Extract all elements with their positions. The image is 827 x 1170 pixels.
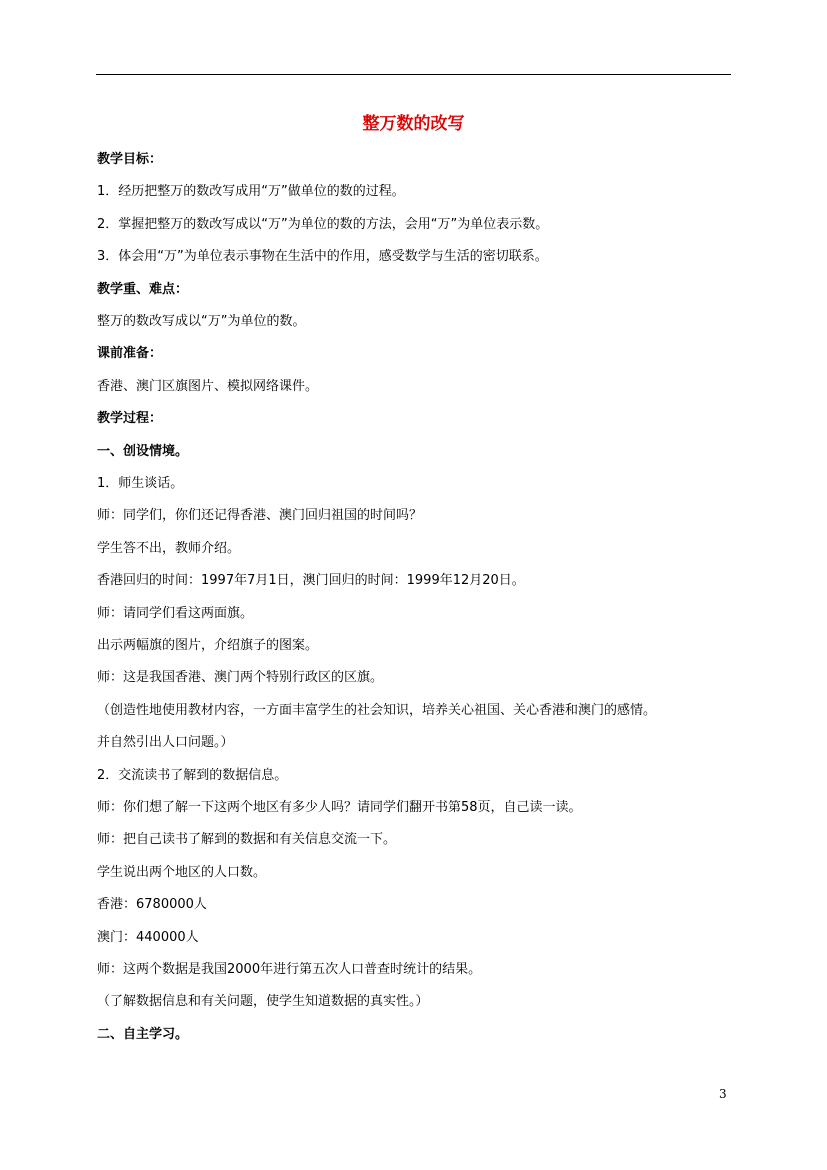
paragraph-line: 3．体会用“万”为单位表示事物在生活中的作用，感受数学与生活的密切联系。 (97, 249, 548, 265)
paragraph-line: 香港：6780000人 (97, 897, 207, 913)
paragraph-line: 1．经历把整万的数改写成用“万”做单位的数的过程。 (97, 184, 405, 200)
paragraph-line: 师：这两个数据是我国2000年进行第五次人口普查时统计的结果。 (97, 962, 482, 977)
paragraph-line: 学生答不出，教师介绍。 (97, 540, 241, 556)
paragraph-line: （创造性地使用教材内容，一方面丰富学生的社会知识，培养关心祖国、关心香港和澳门的感情。 (97, 702, 657, 718)
paragraph-line: 并自然引出人口问题。） (97, 735, 234, 751)
paragraph-line: 师：请同学们看这两面旗。 (97, 605, 254, 621)
section-heading: 教学重、难点： (97, 281, 189, 297)
paragraph-line: 1．师生谈话。 (97, 476, 184, 491)
section-heading: 二、自主学习。 (97, 1026, 189, 1042)
paragraph-line: 师：你们想了解一下这两个地区有多少人吗？请同学们翻开书第58页，自己读一读。 (97, 800, 582, 815)
paragraph-line: 师：同学们，你们还记得香港、澳门回归祖国的时间吗？ (97, 508, 423, 524)
paragraph-line: 师：把自己读书了解到的数据和有关信息交流一下。 (97, 832, 397, 848)
paragraph-line: 香港、澳门区旗图片、模拟网络课件。 (97, 378, 319, 394)
paragraph-line: 2．掌握把整万的数改写成以“万”为单位的数的方法，会用“万”为单位表示数。 (97, 216, 549, 232)
section-heading: 课前准备： (97, 346, 163, 362)
paragraph-line: 澳门：440000人 (97, 929, 199, 945)
paragraph-line: 整万的数改写成以“万”为单位的数。 (97, 314, 306, 329)
paragraph-line: （了解数据信息和有关问题，使学生知道数据的真实性。） (97, 994, 429, 1010)
paragraph-line: 出示两幅旗的图片，介绍旗子的图案。 (97, 638, 319, 653)
page-title: 整万数的改写 (362, 114, 465, 134)
paragraph-line: 香港回归的时间：1997年7月1日，澳门回归的时间：1999年12月20日。 (97, 573, 525, 589)
paragraph-line: 师：这是我国香港、澳门两个特别行政区的区旗。 (97, 670, 384, 686)
section-heading: 一、创设情境。 (97, 443, 189, 459)
section-heading: 教学目标： (97, 152, 163, 167)
page-number: 3 (719, 1087, 727, 1101)
paragraph-line: 2．交流读书了解到的数据信息。 (97, 767, 288, 783)
paragraph-line: 学生说出两个地区的人口数。 (97, 864, 267, 880)
section-heading: 教学过程： (97, 411, 163, 427)
header-rule (96, 74, 731, 75)
